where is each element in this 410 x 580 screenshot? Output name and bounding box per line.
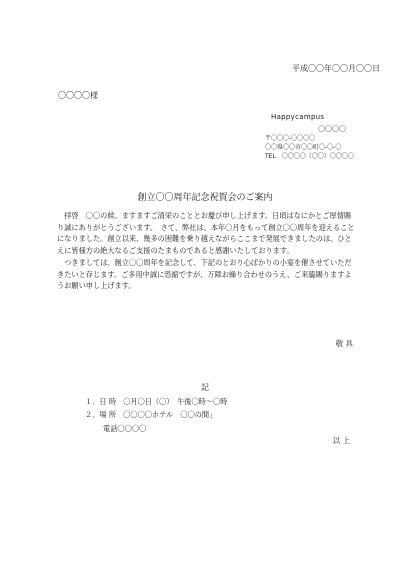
sender-address: 〇〇県〇〇市〇〇町〇-〇-〇	[265, 144, 342, 151]
paragraph-text: 拝啓 〇〇の候、ますますご清栄のこととお慶び申し上げます。日頃はなにかとご厚情賜り誠にありがとうございます。 さて、弊社は、本年〇月をもって創立〇〇周年を迎えることになりました。創立以来、幾多の困難を乗り越えながらここまで発展できましたのは、ひとえに皆様方の絶大なるご支援のたまものであると感謝いたしております。	[57, 211, 355, 255]
letter-date: 平成〇〇年〇〇月〇〇日	[292, 64, 380, 73]
closing-keigu: 敬 具	[335, 339, 353, 348]
sender-name: 〇〇〇〇	[318, 125, 346, 133]
letter-title: 創立〇〇周年記念祝賀会のご案内	[137, 193, 273, 203]
sender-company: Happycampus	[271, 113, 325, 121]
sender-telephone: TEL 〇〇〇〇（〇〇）〇〇〇〇	[265, 153, 354, 160]
ki-heading: 記	[201, 383, 209, 392]
closing-ijo: 以 上	[332, 436, 350, 445]
recipient-name: 〇〇〇〇様	[58, 91, 98, 100]
body-paragraph-invitation	[57, 257, 357, 292]
sender-postal-code: 〒〇〇〇-〇〇〇〇	[265, 135, 316, 142]
detail-item-venue: ２．場 所 〇〇〇〇ホテル 〇〇の間」	[85, 410, 217, 419]
detail-item-phone: 電話〇〇〇〇	[103, 424, 147, 433]
paragraph-text: つきましては、創立〇〇周年を記念して、下記のとおり心ばかりの小宴を催させていただきたいと存じます。ご多用中誠に恐縮ですが、万障お繰り合わせのうえ、ご来臨賜りますようお願い申し上げます。	[57, 258, 352, 290]
body-paragraph-greeting	[57, 210, 357, 256]
detail-item-datetime: １．日 時 〇月〇日（〇） 午後〇時～〇時	[85, 397, 228, 406]
